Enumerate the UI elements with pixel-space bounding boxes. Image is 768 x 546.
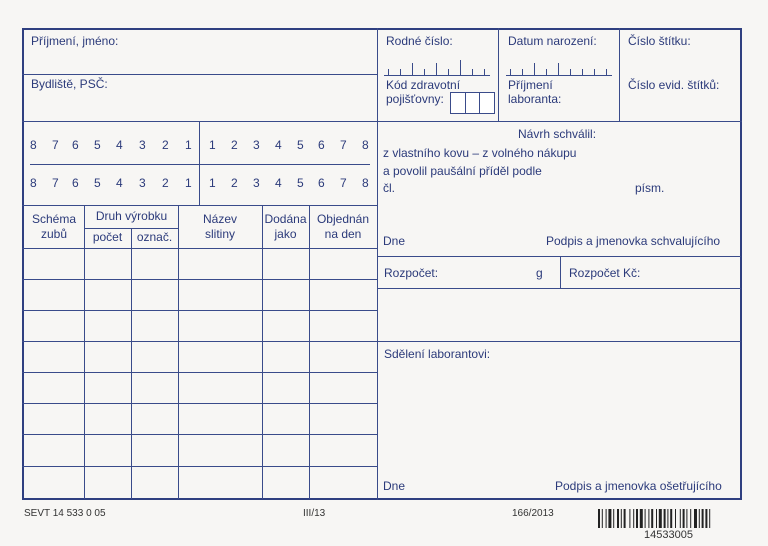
barcode-bar	[629, 509, 630, 528]
tooth-number: 2	[231, 176, 238, 190]
tooth-number: 7	[52, 138, 59, 152]
barcode-bar	[709, 509, 710, 528]
tooth-number: 4	[275, 176, 282, 190]
table-row	[22, 466, 378, 467]
table-row	[22, 310, 378, 311]
label-number-label: Číslo štítku:	[628, 34, 691, 48]
insurance-code-divider	[465, 92, 466, 114]
birth-date-tick	[582, 69, 583, 75]
birth-number-tick	[484, 69, 485, 75]
barcode-bar	[617, 509, 619, 528]
tooth-number: 3	[139, 176, 146, 190]
insurance-code-divider	[479, 92, 480, 114]
tooth-number: 1	[209, 138, 216, 152]
tooth-number: 1	[185, 138, 192, 152]
table-col-divider	[84, 206, 85, 499]
birth-date-tick	[606, 69, 607, 75]
birth-date-baseline	[506, 75, 612, 76]
birth-date-tick	[594, 69, 595, 75]
table-row	[22, 279, 378, 280]
tooth-number: 3	[253, 138, 260, 152]
tooth-number: 7	[340, 176, 347, 190]
barcode-bar	[608, 509, 611, 528]
birth-number-baseline	[384, 75, 490, 76]
birth-number-tick	[472, 69, 473, 75]
name-label: Příjmení, jméno:	[31, 34, 119, 48]
budget-unit: g	[536, 266, 543, 280]
barcode-bar	[651, 509, 653, 528]
barcode-bar	[613, 509, 614, 528]
form-left-border	[22, 28, 24, 500]
birth-date-tick	[522, 69, 523, 75]
approval-title: Návrh schválil:	[518, 127, 597, 141]
main-divider	[377, 28, 378, 500]
message-date-label: Dne	[383, 479, 406, 493]
barcode-bar	[645, 509, 646, 528]
form-top-border	[22, 28, 742, 30]
col-alloy-line2: slitiny	[204, 227, 235, 241]
barcode-bar	[640, 509, 643, 528]
lab-surname-label-line1: Příjmení	[508, 78, 553, 92]
col-scheme-line1: Schéma	[31, 212, 77, 226]
birth-number-tick	[436, 63, 437, 75]
barcode-bar	[705, 509, 707, 528]
barcode-bar	[702, 509, 704, 528]
approval-line2: a povolil paušální příděl podle	[383, 164, 542, 178]
birthnum-date-divider	[498, 28, 499, 122]
tooth-number: 8	[30, 176, 37, 190]
table-row	[22, 403, 378, 404]
birth-number-tick	[460, 60, 461, 75]
tooth-number: 5	[297, 176, 304, 190]
tooth-number: 3	[253, 176, 260, 190]
table-col-divider	[309, 206, 310, 499]
message-label: Sdělení laborantovi:	[384, 347, 491, 361]
birth-number-tick	[388, 69, 389, 75]
barcode-bar	[633, 509, 634, 528]
barcode-bar	[598, 509, 600, 528]
tooth-number: 6	[318, 138, 325, 152]
barcode-bar	[675, 509, 676, 528]
insurance-code-field[interactable]	[450, 92, 495, 114]
col-product-type: Druh výrobku	[95, 209, 168, 223]
tooth-number: 4	[275, 138, 282, 152]
tooth-number: 5	[297, 138, 304, 152]
table-header-bottom	[22, 248, 378, 249]
birth-date-label: Datum narození:	[508, 34, 597, 48]
birth-number-tick	[412, 63, 413, 75]
approval-letter-label: písm.	[635, 181, 665, 195]
edition-code: III/13	[303, 508, 326, 519]
barcode-number: 14533005	[644, 529, 693, 541]
birth-date-tick	[534, 63, 535, 75]
tooth-number: 2	[162, 176, 169, 190]
insurance-code-label-line1: Kód zdravotní	[386, 78, 461, 92]
barcode-bar	[656, 509, 657, 528]
table-row	[22, 372, 378, 373]
birth-date-tick	[546, 69, 547, 75]
col-ordered-line1: Objednán	[316, 212, 370, 226]
approval-line1: z vlastního kovu – z volného nákupu	[383, 146, 577, 160]
budget-kc-label: Rozpočet Kč:	[569, 266, 641, 280]
lab-surname-label-line2: laboranta:	[508, 92, 562, 106]
teeth-section-bottom	[22, 205, 378, 206]
name-residence-divider	[22, 74, 378, 75]
barcode-bar	[670, 509, 672, 528]
birth-date-tick	[570, 69, 571, 75]
tooth-number: 8	[362, 138, 369, 152]
birth-date-tick	[558, 63, 559, 75]
barcode-bar	[690, 509, 691, 528]
tooth-number: 4	[116, 176, 123, 190]
tooth-number: 4	[116, 138, 123, 152]
budget-bottom	[377, 288, 741, 289]
barcode-bar	[606, 509, 607, 528]
birth-number-tick	[400, 69, 401, 75]
col-alloy-line1: Název	[202, 212, 237, 226]
tooth-number: 7	[52, 176, 59, 190]
tooth-number: 1	[209, 176, 216, 190]
birth-date-tick	[510, 69, 511, 75]
barcode-bar	[664, 509, 666, 528]
tooth-number: 3	[139, 138, 146, 152]
approval-article-label: čl.	[383, 181, 395, 195]
tooth-number: 8	[30, 138, 37, 152]
year-code: 166/2013	[512, 508, 554, 519]
blank-row-bottom	[377, 341, 741, 342]
barcode-bar	[667, 509, 668, 528]
tooth-number: 6	[72, 176, 79, 190]
table-col-divider	[262, 206, 263, 499]
approval-date-label: Dne	[383, 234, 406, 248]
form-code: SEVT 14 533 0 05	[24, 508, 106, 519]
teeth-horizontal-line	[30, 164, 370, 165]
barcode-bar	[621, 509, 622, 528]
barcode	[598, 509, 740, 528]
insurance-code-label-line2: pojišťovny:	[386, 92, 444, 106]
col-scheme-line2: zubů	[40, 227, 68, 241]
barcode-bar	[602, 509, 603, 528]
tooth-number: 8	[362, 176, 369, 190]
table-col-divider	[131, 228, 132, 499]
product-type-subdivider	[84, 228, 179, 229]
barcode-bar	[699, 509, 700, 528]
birth-number-tick	[424, 69, 425, 75]
top-section-bottom	[22, 121, 742, 122]
barcode-bar	[694, 509, 697, 528]
form-bottom-border	[22, 498, 742, 500]
tooth-number: 2	[162, 138, 169, 152]
tooth-number: 6	[72, 138, 79, 152]
col-delivered-line2: jako	[274, 227, 297, 241]
barcode-bar	[636, 509, 638, 528]
tooth-number: 5	[94, 138, 101, 152]
budget-divider	[560, 256, 561, 288]
date-label-divider	[619, 28, 620, 122]
budget-label: Rozpočet:	[384, 266, 439, 280]
table-col-divider	[178, 206, 179, 499]
col-count: počet	[92, 230, 123, 244]
residence-label: Bydliště, PSČ:	[31, 77, 108, 91]
birth-number-tick	[448, 69, 449, 75]
barcode-bar	[624, 509, 626, 528]
table-row	[22, 341, 378, 342]
tooth-number: 2	[231, 138, 238, 152]
tooth-number: 6	[318, 176, 325, 190]
table-row	[22, 434, 378, 435]
approver-signature-label: Podpis a jmenovka schvalujícího	[546, 234, 721, 248]
barcode-bar	[686, 509, 687, 528]
barcode-bar	[659, 509, 662, 528]
col-mark: označ.	[136, 230, 173, 244]
evid-label-numbers-label: Číslo evid. štítků:	[628, 78, 720, 92]
barcode-bar	[648, 509, 649, 528]
approval-bottom	[377, 256, 741, 257]
tooth-number: 5	[94, 176, 101, 190]
birth-number-label: Rodné číslo:	[386, 34, 453, 48]
treating-doctor-signature-label: Podpis a jmenovka ošetřujícího	[555, 479, 722, 493]
tooth-number: 7	[340, 138, 347, 152]
col-ordered-line2: na den	[324, 227, 362, 241]
barcode-bar	[680, 509, 681, 528]
tooth-number: 1	[185, 176, 192, 190]
form-right-border	[740, 28, 742, 500]
col-delivered-line1: Dodána	[264, 212, 307, 226]
barcode-bar	[683, 509, 685, 528]
